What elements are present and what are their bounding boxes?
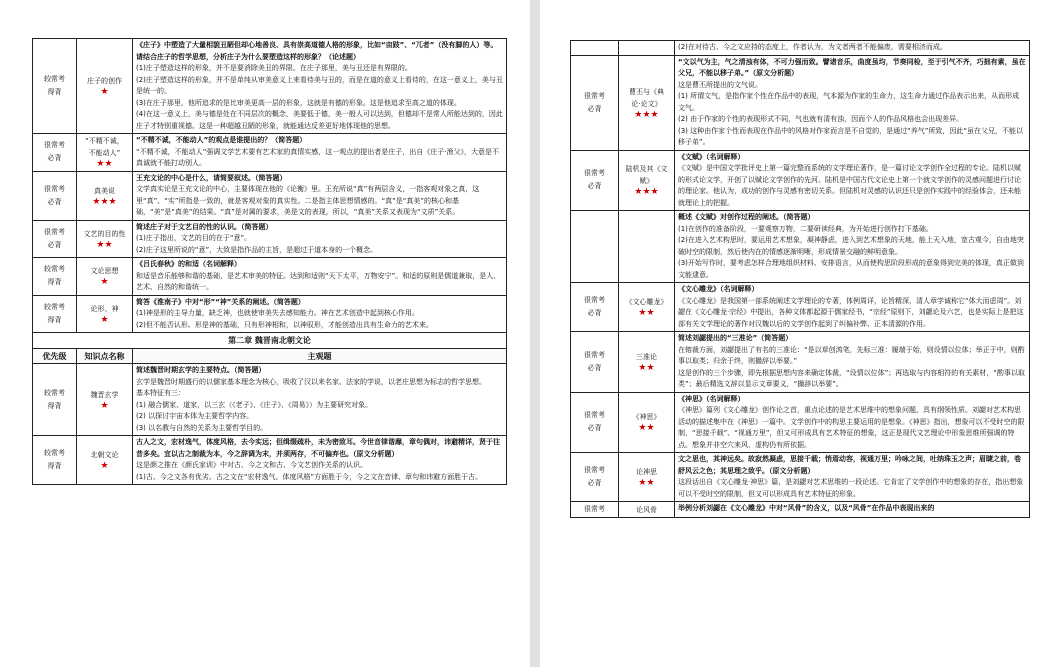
importance-stars: ★★ [96, 239, 113, 250]
chapter-row [33, 333, 507, 349]
priority-cell: 较常考 得背 [33, 364, 77, 436]
answer-paragraph: (4)在这一意义上，美与德是处在不同层次的概念，美要低于德，美一般人可以达到，但德却不是常人所能达到的，因此庄子才特别重视德。这是一种超越丑陋的形象，就能通达反差更好地体现他的思想。 [136, 110, 503, 130]
importance-stars: ★ [100, 314, 109, 325]
answer-paragraph: (1) 所谓文气，是指作家个性在作品中的表现，气本源为作家的生命力，这生命力通过作品表示出来，从而形成文气。 [678, 92, 1020, 112]
question-text: “不精不诚，不能动人”的观点是谁提出的？（简答题） [136, 136, 307, 144]
chapter-title: 第二章 魏晋南北朝文论 [33, 333, 507, 349]
question-cell [675, 211, 1030, 283]
priority-cell: 较常考 得背 [33, 295, 77, 333]
priority-cell [571, 211, 619, 283]
question-cell [133, 295, 507, 333]
priority-cell: 较常考 得背 [33, 39, 77, 134]
topic-cell [619, 502, 675, 518]
topic-cell [77, 171, 133, 220]
document-page-right [540, 0, 1048, 667]
header-topic: 知识点名称 [77, 349, 133, 364]
answer-paragraph: 这是曹丕所提出的文气说。 [678, 80, 762, 89]
topic-name: 真美说 [94, 186, 115, 195]
question-text: 概述《文赋》对创作过程的阐述。（简答题） [678, 213, 815, 221]
question-cell [675, 150, 1030, 211]
answer-paragraph: 在镕裁方面，刘勰提出了有名的三准论：“是以草创鸿笔，先标三准：履端于始，则设情以位体；举正于中，则酌事以取类；归余于终，则撮辞以举要。” [678, 345, 1025, 365]
topic-cell [77, 134, 133, 172]
table-row [571, 283, 1030, 332]
answer-paragraph: (3)在庄子那里，他所追求的是比审美更高一层的形象，这就是有德的形象。这是他追求至高之道的体现。 [136, 98, 461, 107]
question-text: 古人之文，宏材逸气，体度风格，去今实远；但缉缀疏朴，未为密致耳。今世音律谐靡，章句偶对，讳避精详，贤于往昔多矣。宜以古之制裁为本，今之辞调为末，并须两存，不可偏弃也。（原文分析题） [136, 438, 500, 458]
topic-name: 文论思想 [90, 267, 119, 276]
question-text: 简述魏晋时期玄学的主要特点。（简答题） [136, 366, 266, 374]
topic-name: 论风骨 [636, 505, 657, 514]
header-priority: 优先级 [33, 349, 77, 364]
answer-paragraph: 基本特征有三： [136, 389, 185, 397]
answer-paragraph: (1)古、今之文各有优劣。古之文在“宏材逸气、体度风格”方面胜于今，今之文在音律、章句和讳避方面胜于古。 [136, 472, 483, 481]
question-cell [133, 39, 507, 134]
priority-cell: 较常考 得背 [33, 436, 77, 485]
importance-stars: ★ [100, 87, 109, 97]
question-text: “文以气为主，气之清浊有体，不可力强而致。譬诸音乐，曲度虽均，节奏同检，至于引气不齐，巧拙有素，虽在父兄，不能以移子弟。”（原文分析题） [678, 57, 1026, 77]
topic-name: 陆机及其《文 赋》 [625, 165, 668, 186]
importance-stars: ★★★ [92, 196, 117, 207]
priority-cell: 很常考 必背 [571, 453, 619, 502]
topic-cell [619, 332, 675, 393]
question-text: 举例分析刘勰在《文心雕龙》中对“风骨”的含义，以及“风骨”在作品中表现出来的 [678, 504, 935, 512]
answer-paragraph: 《文心雕龙》是我国第一部系统阐述文学理论的专著，体例周详，论旨精深，清人章学诚称它“体大而虑周”。刘勰在《文心雕龙·宗经》中提出，各种文体都起源于儒家经书，“宗经”原则下，刘勰论及六艺，也是实际上是把这部有关文学理论的著作对汉魏以后的文学创作起到了纠偏补弊、正本清源的作用。 [678, 296, 1024, 328]
topic-cell [619, 392, 675, 453]
question-text: 《庄子》中塑造了大量相貌丑陋但却心地善良、具有崇高道德人格的形象，比如“亩跂”、“兀者”（没有脚的人）等。请结合庄子的哲学思想，分析庄子为什么要塑造这样的形象？（论述题） [136, 41, 498, 61]
question-cell [675, 283, 1030, 332]
topic-cell [619, 211, 675, 283]
table-row [571, 453, 1030, 502]
topic-name: 《神思》 [632, 413, 661, 422]
question-cell [133, 364, 507, 436]
topic-cell [77, 364, 133, 436]
topic-name: 三准论 [636, 352, 657, 361]
answer-paragraph: (1)庄子塑造这样的形象，并不是要消除美丑的界限。在庄子那里，美与丑还是有界限的。 [136, 64, 412, 72]
priority-cell: 很常考 必背 [571, 55, 619, 150]
question-cell [133, 134, 507, 172]
answer-paragraph: 这段话出自《文心雕龙·神思》篇，是刘勰对艺术思维的一段论述。它肯定了文学创作中的想象的存在，指出想象可以不受时空的限制，但又可以形成具有艺术特征的形象。 [678, 478, 1024, 498]
answer-paragraph: (2)庄子这里所说的“意”，大致是指作品的主旨，是超过于道本身的一个概念。 [136, 245, 378, 254]
topic-cell [77, 220, 133, 258]
table-row [33, 39, 507, 134]
answer-paragraph: (1)庄子指出，文艺的目的在于“意”。 [136, 234, 252, 242]
topic-cell [619, 41, 675, 56]
answer-paragraph: (3)开始写作时，要考虑怎样合理地组织材料、安排语言，从而使构思阶段形成的意象得到完美的体现，真正做到文能逮意。 [678, 259, 1024, 279]
question-cell [675, 55, 1030, 150]
answer-paragraph: 这是创作的三个步骤，即先根据思想内容来确定体裁，“设情以位体”；再选取与内容相符的有关素材，“酌事以取类”；最后精选文辞以显示文章要义，“撮辞以举要”。 [678, 368, 1025, 388]
question-cell [133, 171, 507, 220]
question-text: 《文心雕龙》（名词解释） [678, 285, 759, 293]
table-row [571, 502, 1030, 518]
answer-paragraph: 文学真实论是王充文论的中心，主要体现在他的《论衡》里。王充所说“真”有两层含义，一指客观对象之真，这里“真”、“实”所指是一致的，就是客观对象的真实性。二是指主体思想情感的。“真”是“真美”的核心和基础，“美”是“真美”的结果。“真”是对属的要求，美是文的表现，所以，“真美”关系又表现为“文质”关系。 [136, 185, 480, 216]
topic-name: 北朝文论 [90, 451, 119, 459]
priority-cell: 很常考 必背 [33, 171, 77, 220]
topic-cell [77, 295, 133, 333]
question-text: 简述刘勰提出的“三准论”（简答题） [678, 334, 793, 342]
page-gutter [530, 0, 540, 667]
importance-stars: ★★ [638, 423, 655, 434]
importance-stars: ★ [100, 461, 109, 471]
topic-name: 论形、神 [90, 304, 119, 313]
answer-paragraph: (1)在创作的准备阶段，一要观察万物，二要研读经典，为开始进行创作打下基础。 [678, 224, 933, 233]
question-cell [675, 392, 1030, 453]
table-row [571, 392, 1030, 453]
table-row [33, 364, 507, 436]
priority-cell: 很常考 必背 [33, 134, 77, 172]
priority-cell: 很常考 必背 [571, 392, 619, 453]
importance-stars: ★★★ [634, 187, 659, 198]
table-row [571, 211, 1030, 283]
topic-name: 论神思 [636, 468, 657, 476]
priority-cell: 很常考 [571, 502, 619, 518]
question-cell [675, 453, 1030, 502]
answer-paragraph: (2)在对待古、今之文应持的态度上，作者认为，为文者两者不能偏废，需要相济而成。 [678, 43, 947, 51]
question-text: 《吕氏春秋》的和适（名词解释） [136, 260, 241, 268]
question-text: 《文赋》（名词解释） [678, 152, 745, 161]
table-row [33, 220, 507, 258]
table-row [571, 41, 1030, 56]
topic-name: 曹丕与《典 论·论文》 [629, 87, 664, 108]
table-row [571, 150, 1030, 211]
question-cell [675, 502, 1030, 518]
question-text: 文之思也，其神远矣。故寂然凝虑，思接千载；悄焉动容，视通万里；吟咏之间，吐纳珠玉之声；眉睫之前，卷舒风云之色；其思理之致乎。（原文分析题） [678, 455, 1021, 475]
answer-paragraph: (2)在进入艺术构思时，要运用艺术想象，凝神静虑，进入到艺术想象的天地，能上天入地，宽古观今，自由地突破时空的限制，然后使内在的情感逐渐明晰，形成情景交融的鲜明意象。 [678, 236, 1024, 256]
question-cell [133, 258, 507, 296]
answer-paragraph: (2)但不能否认形。形是神的基础，只有形神相和，以神驭形，才能创造出具有生命力的艺术来。 [136, 320, 433, 329]
topic-cell [77, 436, 133, 485]
priority-cell: 很常考 必背 [571, 150, 619, 211]
table-row [571, 332, 1030, 393]
importance-stars: ★★ [638, 362, 655, 373]
question-text: 《神思》（名词解释） [678, 394, 745, 403]
study-table-left [32, 38, 507, 485]
table-header-row [33, 349, 507, 364]
topic-cell [619, 55, 675, 150]
question-text: 简答《淮南子》中对“形”“神”关系的阐述。（简答题） [136, 297, 305, 306]
answer-paragraph: 玄学是魏晋时期盛行的以儒家基本理念为核心，吸收了汉以来名家、法家的学说，以老庄思想为标志的哲学思想。 [136, 377, 486, 386]
table-row [33, 436, 507, 485]
answer-paragraph: (3) 以名教与自然的关系为主要哲学目的。 [136, 423, 268, 432]
topic-cell [77, 258, 133, 296]
topic-name: 《文心雕龙》 [625, 298, 668, 306]
question-cell [675, 41, 1030, 56]
priority-cell: 较常考 得背 [33, 258, 77, 296]
table-row [33, 134, 507, 172]
topic-cell [619, 283, 675, 332]
question-cell [133, 220, 507, 258]
answer-paragraph: (1) 融合儒家、道家，以三玄（《老子》、《庄子》、《周易》）为主要研究对象。 [136, 400, 373, 409]
table-row [33, 171, 507, 220]
importance-stars: ★★ [638, 308, 655, 318]
answer-paragraph: 《文赋》是中国文学批评史上第一篇完整而系统的文学理论著作，是一篇讨论文学创作全过程的专论。陆机以赋的形式论文学，开创了以赋论文学创作的先河。陆机是中国古代文论史上第一个就文学创作的灵感问题进行讨论的理论家。他认为，成功的创作与灵感有密切关系。但陆机对灵感的认识还只是创作实践中的经验体会，还未能就理论上的把握。 [678, 164, 1021, 207]
topic-name: 魏晋玄学 [90, 390, 119, 399]
topic-name: 庄子的创作 [87, 77, 122, 85]
topic-name: 文艺的目的性 [83, 229, 126, 238]
answer-paragraph: (3) 这种由作家个性而表现在作品中的风格对作家而言是不自觉的，是通过“养气”所致，因此“虽在父兄，不能以移子弟”。 [678, 126, 1024, 146]
answer-paragraph: “不精不诚，不能动人”强调文学艺术要有艺术家的真情实感，这一观点的提出者是庄子，出自《庄子·渔父》，大意是不真诚就不能打动别人。 [136, 147, 499, 167]
question-text: 王充文论的中心是什么，请简要叙述。（简答题） [136, 173, 287, 182]
importance-stars: ★★ [96, 159, 113, 170]
header-main: 主观题 [133, 349, 507, 364]
answer-paragraph: 这是颜之推在《颜氏家训》中对古、今之文和古、今文艺创作关系的认识。 [136, 461, 367, 469]
question-cell [133, 436, 507, 485]
study-table-right [570, 40, 1030, 518]
topic-cell [77, 39, 133, 134]
priority-cell [571, 41, 619, 56]
answer-paragraph: (1)神是形的主导力量，缺乏神，也就使审美失去感知能力。神在艺术创造中起到核心作用。 [136, 309, 419, 317]
topic-cell [619, 453, 675, 502]
question-cell [675, 332, 1030, 393]
priority-cell: 很常考 必背 [571, 332, 619, 393]
table-row [33, 295, 507, 333]
importance-stars: ★ [100, 277, 109, 288]
importance-stars: ★ [100, 400, 109, 411]
answer-paragraph: 和适是音乐能够和谐的基础，是艺术审美的特征。达到和适则“天下太平，万物安宁”。和适的原则是儒道兼取，是人、艺术、自然的和谐统一。 [136, 271, 501, 291]
answer-paragraph: (2) 由于作家的个性的表现形式不同，气也就有清有浊，因而个人的作品风格也会出现差异。 [678, 115, 964, 123]
topic-name: “不精不诚， 不能动人” [85, 137, 124, 158]
answer-paragraph: 《神思》篇列《文心雕龙》创作论之首，重点论述的是艺术思维中的想象问题，具有纲领性质。刘勰对艺术构思活动的描述集中在《神思》一篇中。文学创作中的构思主要运用的是想象。《神思》指出，想象可以不受时空的限制，“思接千载”、“视通万里”，但又可形成具有艺术特征的想象，这正是现代文艺理论中形象思维所强调的特点。想象并非空穴来风，虚构仍有所依据。 [678, 406, 1025, 449]
answer-paragraph: (2)庄子塑造这样的形象，并不是单纯从审美意义上来看待美与丑的，而是在道的意义上看待的，在这一意义上，美与丑是统一的。 [136, 75, 503, 95]
answer-paragraph: (2) 以探讨宇宙本体为主要哲学内容。 [136, 412, 254, 420]
priority-cell: 很常考 必背 [571, 283, 619, 332]
topic-cell [619, 150, 675, 211]
importance-stars: ★★ [638, 478, 655, 488]
table-row [33, 258, 507, 296]
question-text: 简述庄子对于文艺目的性的认识。（简答题） [136, 222, 273, 231]
priority-cell: 很常考 必背 [33, 220, 77, 258]
importance-stars: ★★★ [634, 109, 659, 120]
table-row [571, 55, 1030, 150]
